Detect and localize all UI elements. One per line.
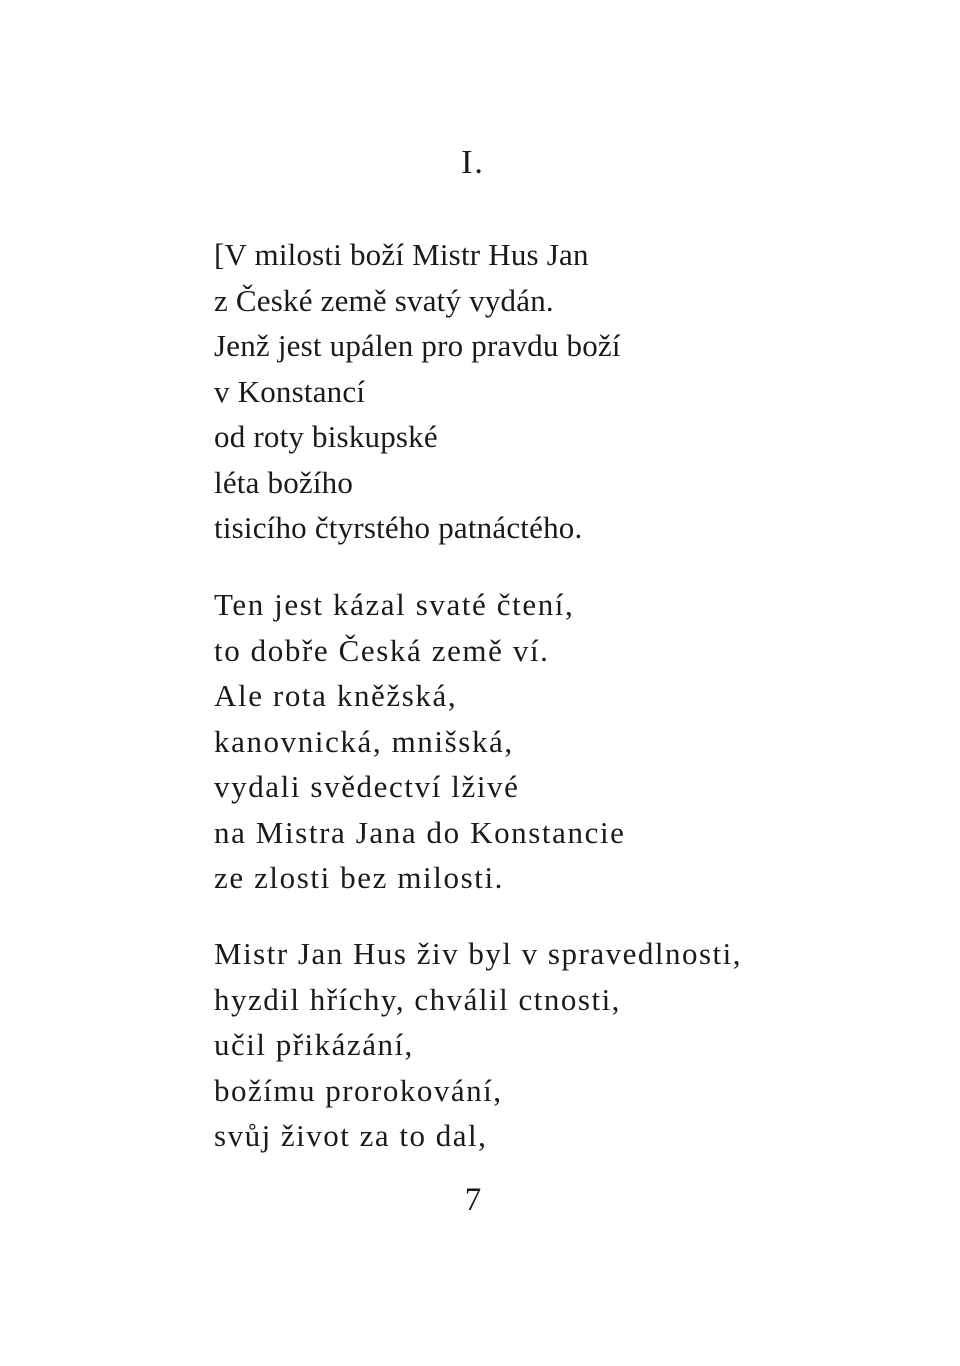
verse-line: v Konstancí [214, 373, 366, 409]
chapter-heading: I. [461, 144, 485, 181]
verse-line: z České země svatý vydán. [214, 282, 554, 318]
verse-line: Ale rota kněžská, [214, 678, 458, 713]
verse-line: svůj život za to dal, [214, 1118, 488, 1153]
page-number: 7 [464, 1182, 482, 1218]
verse-line: [V milosti boží Mistr Hus Jan [214, 237, 589, 272]
verse-line: to dobře Česká země ví. [214, 632, 550, 668]
verse-line: tisicího čtyrstého patnáctého. [214, 510, 583, 545]
verse-line: na Mistra Jana do Konstancie [214, 814, 626, 850]
verse-line: božímu prorokování, [214, 1072, 503, 1108]
verse-line: Ten jest kázal svaté čtení, [214, 587, 575, 622]
verse-line: vydali svědectví lživé [214, 769, 520, 804]
verse-line: od roty biskupské [214, 419, 438, 454]
verse-line: léta božího [214, 464, 354, 500]
stanza-1 [214, 232, 621, 551]
verse-line: učil přikázání, [214, 1027, 414, 1062]
stanza-2 [214, 582, 626, 901]
stanza-3 [214, 931, 742, 1159]
verse-line: kanovnická, mnišská, [214, 723, 514, 759]
verse-line: hyzdil hříchy, chválil ctnosti, [214, 981, 621, 1017]
verse-line: Jenž jest upálen pro pravdu boží [214, 328, 621, 363]
verse-line: ze zlosti bez milosti. [214, 860, 505, 895]
verse-line: Mistr Jan Hus živ byl v spravedlnosti, [214, 936, 742, 971]
